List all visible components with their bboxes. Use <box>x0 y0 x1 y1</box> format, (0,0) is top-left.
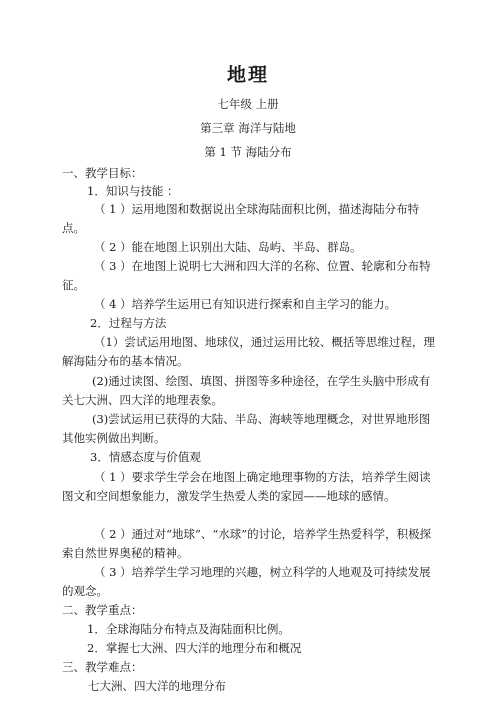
chapter-title: 第三章 海洋与陆地 <box>200 121 296 135</box>
paragraph-p1: （1）尝试运用地图、地球仪，通过运用比较、概括等思维过程，理解海陆分布的基本情况。 <box>62 335 435 368</box>
doc-title: 地理 <box>226 64 269 86</box>
heading-attitudes-values: 3．情感态度与价值观 <box>90 450 201 464</box>
heading-process-methods: 2．过程与方法 <box>90 316 167 330</box>
paragraph-a2: （ 2 ）通过对“地球”、“水球”的讨论，培养学生热爱科学，积极探索自然世界奥秘的精神。 <box>62 527 432 560</box>
paragraph-k4: （ 4 ）培养学生运用已有知识进行探索和自主学习的能力。 <box>94 297 397 311</box>
section-title: 第 1 节 海陆分布 <box>204 145 292 159</box>
heading-key-points: 二、教学重点： <box>62 603 143 617</box>
heading-difficulties: 三、教学难点： <box>62 660 143 674</box>
key-point-2: 2．掌握七大洲、四大洋的地理分布和概况 <box>87 641 302 655</box>
paragraph-p3: (3)尝试运用已获得的大陆、半岛、海峡等地理概念，对世界地形图其他实例做出判断。 <box>62 412 431 445</box>
paragraph-k1: （ 1 ）运用地图和数据说出全球海陆面积比例，描述海陆分布特点。 <box>62 202 420 235</box>
heading-knowledge-skills: 1．知识与技能 ： <box>87 184 179 198</box>
paragraph-a3: （ 3 ）培养学生学习地理的兴趣，树立科学的人地观及可持续发展的观念。 <box>62 565 431 598</box>
key-point-1: 1．全球海陆分布特点及海陆面积比例。 <box>87 622 290 636</box>
paragraph-k3: （ 3 ）在地图上说明七大洲和四大洋的名称、位置、轮廓和分布特征。 <box>62 259 431 292</box>
grade-label: 七年级 上册 <box>217 97 279 111</box>
difficulty-1: 七大洲、四大洋的地理分布 <box>88 679 226 693</box>
paragraph-a1: （ 1 ）要求学生学会在地图上确定地理事物的方法，培养学生阅读图文和空间想象能力，激发学生热爱人类的家园——地球的感情。 <box>62 470 431 503</box>
heading-objectives: 一、教学目标： <box>62 166 143 180</box>
paragraph-p2: (2)通过读图、绘图、填图、拼图等多种途径，在学生头脑中形成有关七大洲、四大洋的地理表象。 <box>62 374 431 407</box>
paragraph-k2: （ 2 ）能在地图上识别出大陆、岛屿、半岛、群岛。 <box>94 240 362 254</box>
